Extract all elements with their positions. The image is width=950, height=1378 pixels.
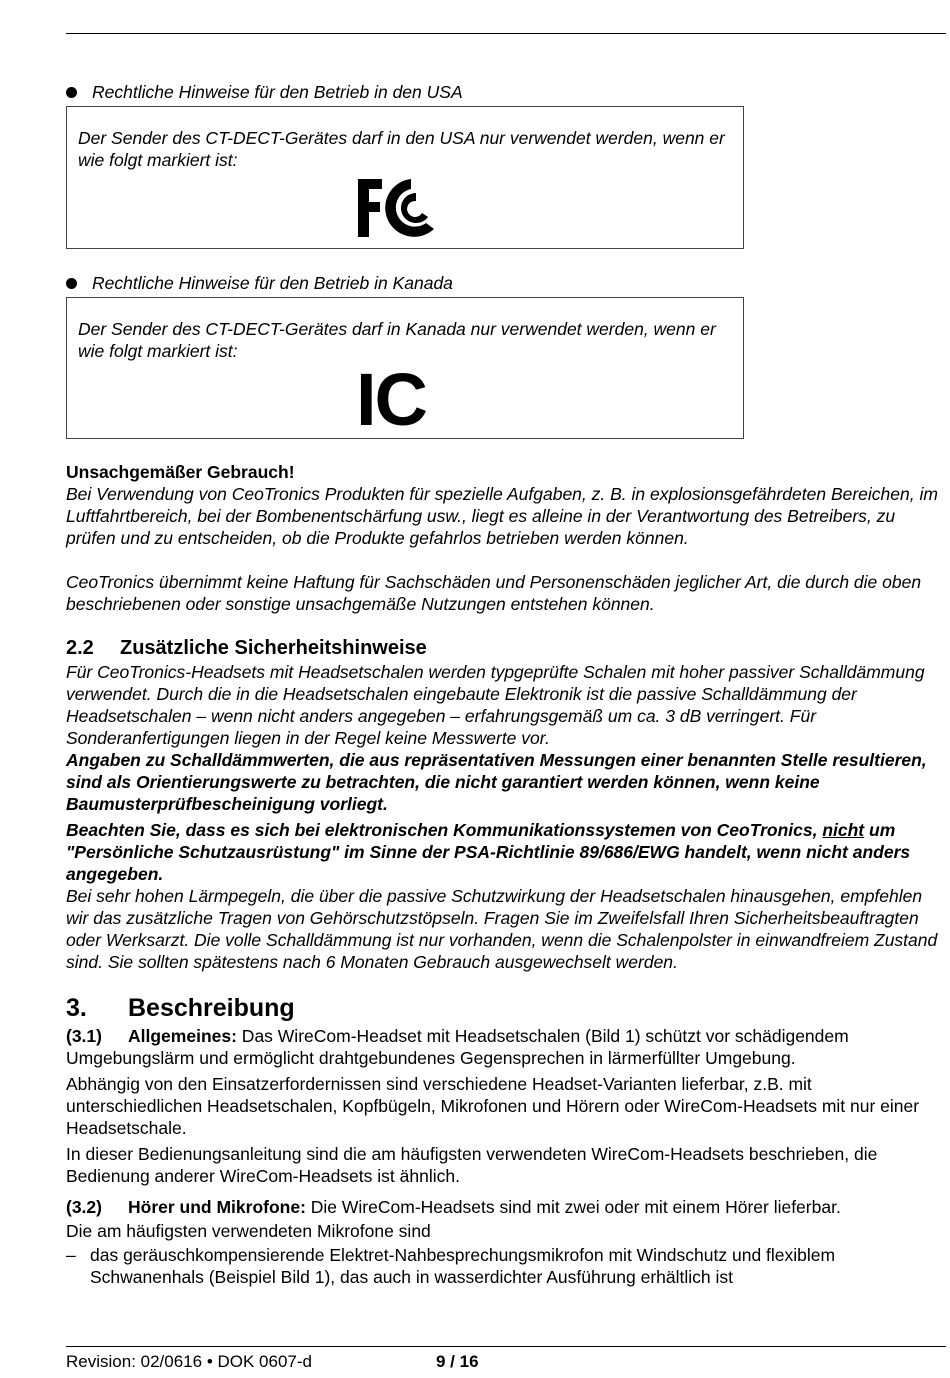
section-2-2-paragraph-1: Für CeoTronics-Headsets mit Headsetschalen werden typgeprüfte Schalen mit hoher passiver Schalldämmung verwendet. Durch die in die Headsetschalen eingebaute Elektronik ist die passive Schalldämmung der Headsetschalen – wenn nicht anders angegeben – erfahrungsgemäß um ca. 3 dB verringert. Für Sonderanfertigungen liegen in der Regel keine Messwerte vor.: [66, 662, 925, 748]
page-content: [66, 80, 942, 1288]
dash-bullet: –: [66, 1245, 76, 1265]
header-rule: [66, 33, 946, 34]
section-title: Beschreibung: [128, 994, 295, 1022]
misuse-title: Unsachgemäßer Gebrauch!: [66, 462, 295, 482]
section-3-2-paragraph: [66, 1196, 942, 1218]
usa-heading-text: Rechtliche Hinweise für den Betrieb in den USA: [92, 82, 463, 102]
subsection-text: Das WireCom-Headset mit Headsetschalen (Bild 1) schützt vor schädigendem Umgebungslärm und ermöglicht drahtgebundenes Gegensprechen in lärmerfüllter Umgebung.: [66, 1026, 849, 1068]
canada-heading: [66, 271, 942, 295]
section-2-2-heading: [66, 635, 942, 661]
microphones-intro: Die am häufigsten verwendeten Mikrofone sind: [66, 1221, 431, 1241]
section-2-2-paragraph-2: Bei sehr hohen Lärmpegeln, die über die passive Schutzwirkung der Headsetschalen hinausgehen, empfehlen wir das zusätzliche Tragen von Gehörschutzstöpseln. Fragen Sie im Zweifelsfall Ihren Sicherheitsbeauftragten oder Werksarzt. Die volle Schalldämmung ist nur vorhanden, wenn die Schalenpolster in einwandfreiem Zustand sind. Sie sollten spätestens nach 6 Monaten Gebrauch ausgewechselt werden.: [66, 886, 938, 972]
section-3-1-paragraph: [66, 1025, 942, 1069]
canada-heading-text: Rechtliche Hinweise für den Betrieb in Kanada: [92, 273, 453, 293]
list-item: [66, 1244, 942, 1288]
ic-logo-text: IC: [356, 358, 426, 441]
manual-paragraph: In dieser Bedienungsanleitung sind die am häufigsten verwendeten WireCom-Headsets beschrieben, die Bedienung anderer WireCom-Headsets ist ähnlich.: [66, 1144, 878, 1186]
subsection-label: (3.2): [66, 1197, 102, 1217]
canada-notice-text: Der Sender des CT-DECT-Gerätes darf in Kanada nur verwendet werden, wenn er wie folgt markiert ist:: [78, 319, 716, 361]
section-number: 3.: [66, 994, 87, 1022]
subsection-text: Die WireCom-Headsets sind mit zwei oder mit einem Hörer lieferbar.: [305, 1197, 841, 1217]
section-number: 2.2: [66, 637, 94, 659]
notice-text-part-1: Beachten Sie, dass es sich bei elektronischen Kommunikationssystemen von CeoTronics,: [66, 820, 823, 840]
misuse-paragraph-2: CeoTronics übernimmt keine Haftung für Sachschäden und Personenschäden jeglicher Art, die durch die oben beschriebenen oder sonstige unsachgemäße Nutzungen entstehen können.: [66, 572, 922, 614]
section-2-2-bold-notice-1: Angaben zu Schalldämmwerten, die aus repräsentativen Messungen einer benannten Stelle resultieren, sind als Orientierungswerte zu betrachten, die nicht garantiert werden können, wenn keine Baumusterprüfbescheinigung vorliegt.: [66, 750, 927, 814]
revision-info: Revision: 02/0616 • DOK 0607-d: [66, 1352, 312, 1371]
section-title: Zusätzliche Sicherheitshinweise: [120, 637, 427, 659]
usa-notice-text: Der Sender des CT-DECT-Gerätes darf in den USA nur verwendet werden, wenn er wie folgt markiert ist:: [78, 128, 725, 170]
notice-text-part-2: um "Persönliche Schutzausrüstung" im Sinne der PSA-Richtlinie 89/686/EWG handelt, wenn nicht anders angegeben.: [66, 820, 911, 884]
notice-underlined-word: nicht: [822, 820, 865, 840]
fcc-logo-icon: [356, 177, 438, 239]
fcc-logo: [356, 177, 732, 239]
canada-notice-box: [66, 297, 744, 439]
ic-logo: [356, 358, 732, 441]
section-2-2-bold-notice-2: [66, 819, 942, 885]
usa-notice-box: [66, 106, 744, 249]
bullet-icon: [66, 278, 77, 289]
list-item-text: das geräuschkompensierende Elektret-Nahbesprechungsmikrofon mit Windschutz und flexiblem Schwanenhals (Beispiel Bild 1), das auch in wasserdichter Ausführung erhältlich ist: [90, 1245, 836, 1287]
section-3-heading: [66, 993, 942, 1023]
subsection-label: (3.1): [66, 1026, 102, 1046]
page-number: 9 / 16: [436, 1352, 479, 1371]
variants-paragraph: Abhängig von den Einsatzerfordernissen sind verschiedene Headset-Varianten lieferbar, z.B. mit unterschiedlichen Headsetschalen, Kopfbügeln, Mikrofonen und Hörern oder WireCom-Headsets mit nur einer Headsetschale.: [66, 1074, 920, 1138]
usa-heading: [66, 80, 942, 104]
misuse-paragraph-1: Bei Verwendung von CeoTronics Produkten für spezielle Aufgaben, z. B. in explosionsgefährdeten Bereichen, im Luftfahrtbereich, bei der Bombenentschärfung usw., liegt es alleine in der Verantwortung des Betreibers, zu prüfen und zu entscheiden, ob die Produkte gefahrlos betrieben werden können.: [66, 484, 938, 548]
subsection-title: Allgemeines:: [128, 1026, 237, 1046]
footer-rule: [66, 1346, 946, 1347]
bullet-icon: [66, 87, 77, 98]
subsection-title: Hörer und Mikrofone:: [128, 1197, 306, 1217]
